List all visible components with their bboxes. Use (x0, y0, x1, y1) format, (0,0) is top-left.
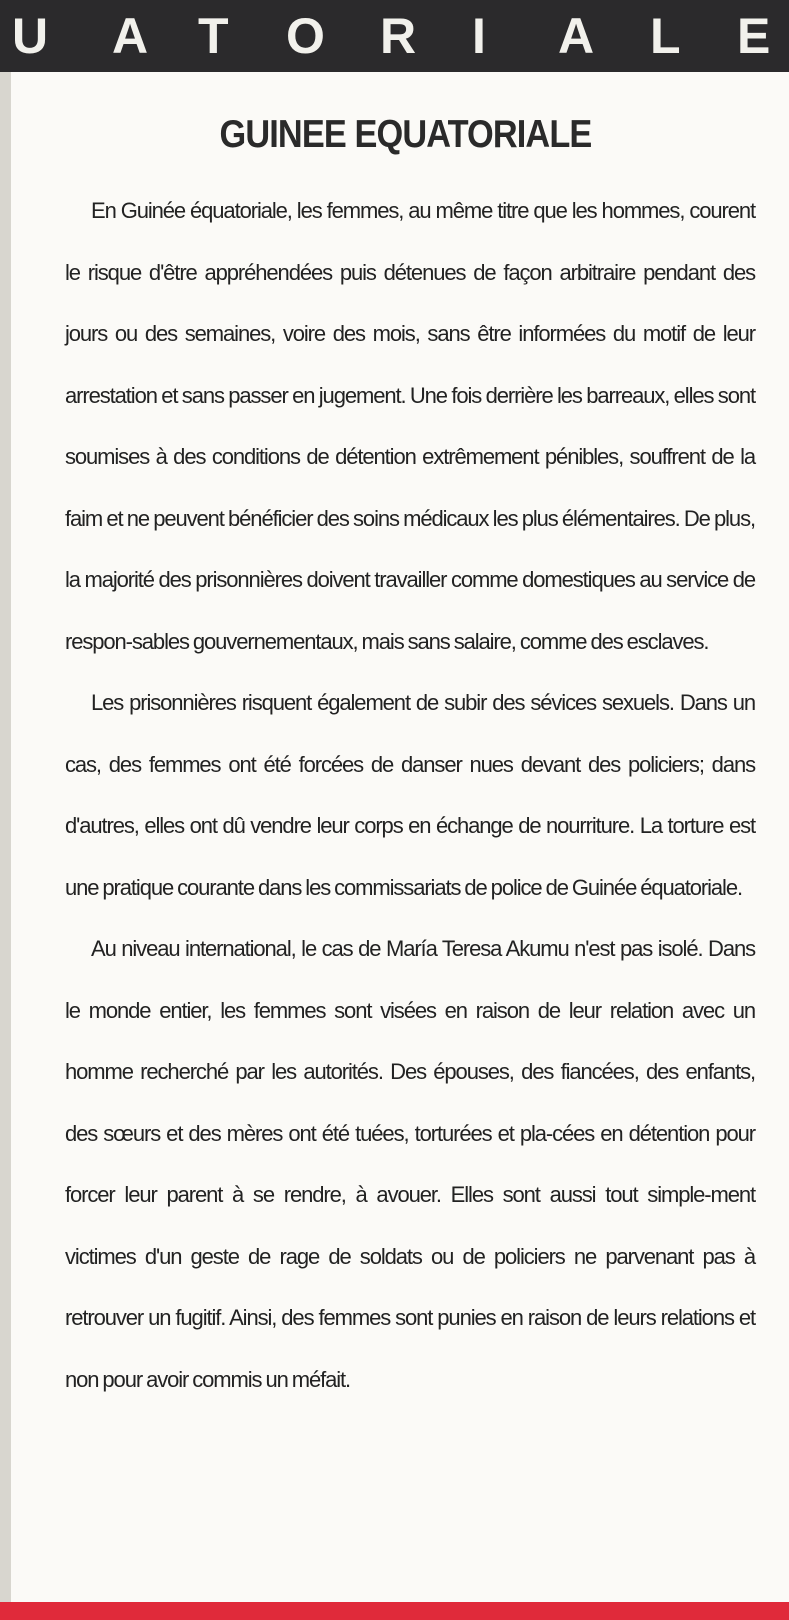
top-banner (0, 0, 789, 72)
page-edge-strip (0, 72, 11, 1602)
paragraph: Au niveau international, le cas de María Teresa Akumu n'est pas isolé. Dans le monde entier, les femmes sont visées en raison de leur relation avec un homme recherché par les autorités. Des épouses, des fiancées, des enfants, des sœurs et des mères ont été tuées, torturées et pla-cées en détention pour forcer leur parent à se rendre, à avouer. Elles sont aussi tout simple-ment victimes d'un geste de rage de soldats ou de policiers ne parvenant pas à retrouver un fugitif. Ainsi, des femmes sont punies en raison de leurs relations et non pour avoir commis un méfait. (65, 936, 755, 1392)
banner-letter: A (112, 8, 149, 64)
banner-title (0, 0, 789, 72)
banner-letter: L (650, 8, 681, 64)
banner-letter: R (380, 8, 417, 64)
banner-letter: A (558, 8, 595, 64)
article-body (65, 180, 755, 1410)
paragraph: En Guinée équatoriale, les femmes, au même titre que les hommes, courent le risque d'être appréhendées puis détenues de façon arbitraire pendant des jours ou des semaines, voire des mois, sans être informées du motif de leur arrestation et sans passer en jugement. Une fois derrière les barreaux, elles sont soumises à des conditions de détention extrêmement pénibles, souffrent de la faim et ne peuvent bénéficier des soins médicaux les plus élémentaires. De plus, la majorité des prisonnières doivent travailler comme domestiques au service de respon-sables gouvernementaux, mais sans salaire, comme des esclaves. (65, 198, 755, 654)
paragraph: Les prisonnières risquent également de subir des sévices sexuels. Dans un cas, des femmes ont été forcées de danser nues devant des policiers; dans d'autres, elles ont dû vendre leur corps en échange de nourriture. La torture est une pratique courante dans les commissariats de police de Guinée équatoriale. (65, 690, 755, 900)
banner-letter: T (198, 8, 229, 64)
banner-letter: O (286, 8, 325, 64)
banner-letter: U (12, 8, 49, 64)
page-title: GUINEE EQUATORIALE (219, 113, 592, 156)
banner-letter: I (472, 8, 486, 64)
bottom-accent-band (0, 1602, 789, 1620)
banner-letter: E (737, 8, 771, 64)
